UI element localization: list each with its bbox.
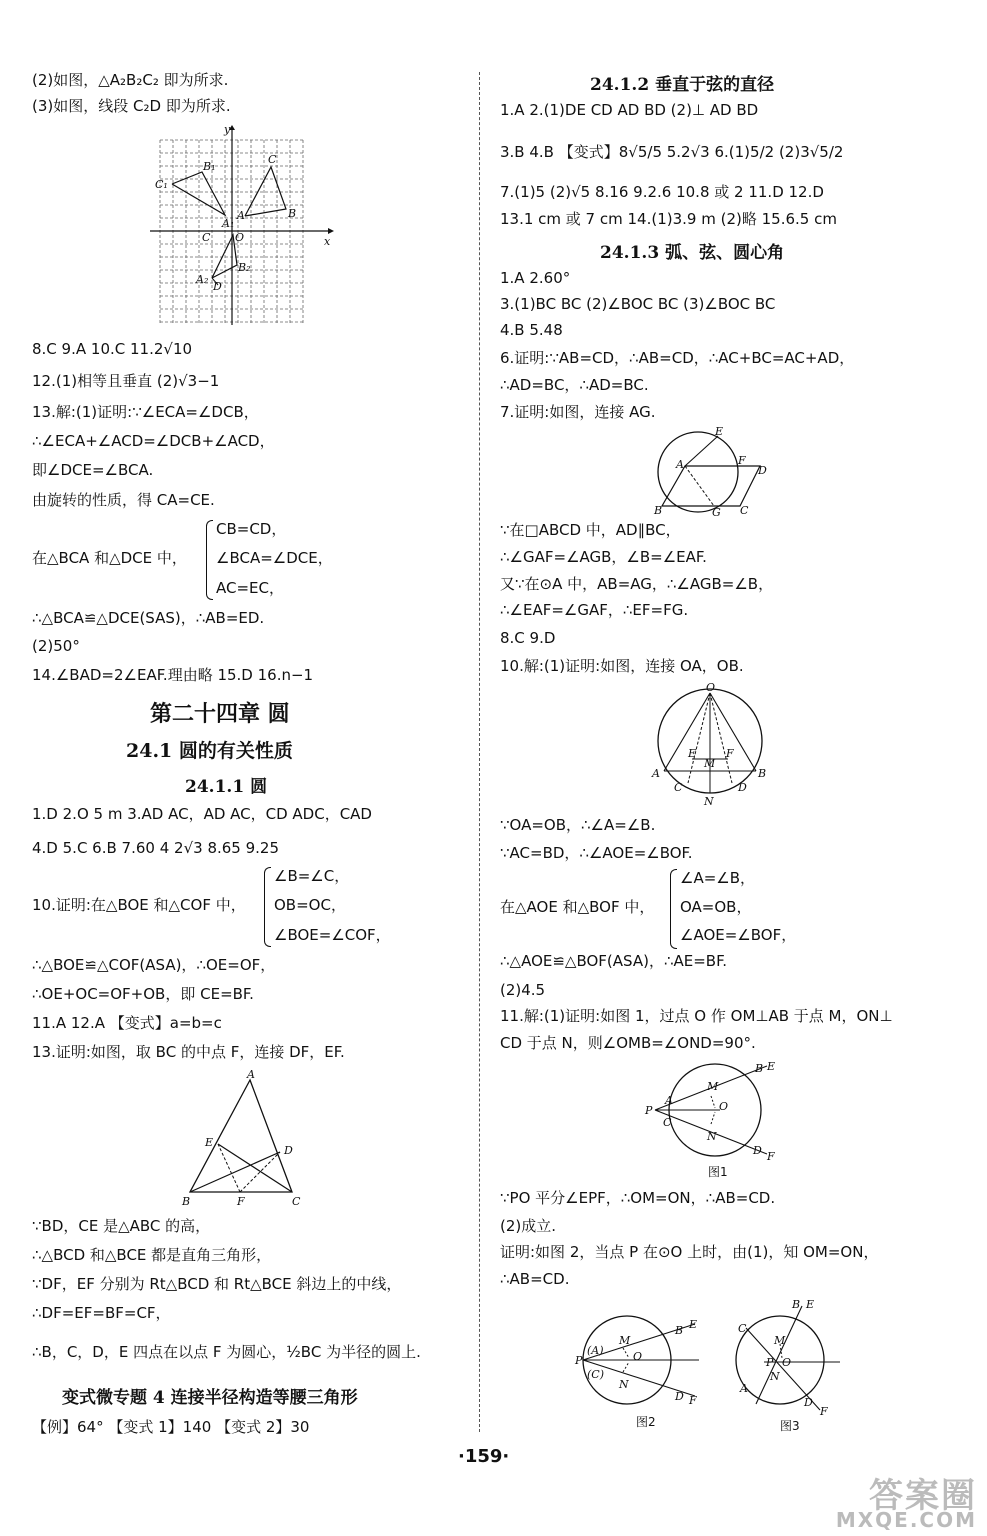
svg-text:D: D [758, 464, 767, 477]
svg-text:B: B [654, 504, 663, 517]
text-line: (2)50° [32, 637, 80, 655]
brace [206, 520, 213, 600]
system-line: ∠AOE=∠BOF， [680, 926, 797, 944]
text-line: ∴∠ECA+∠ACD=∠DCB+∠ACD， [32, 432, 275, 450]
brace [264, 867, 271, 947]
system-line: ∠BCA=∠DCE， [216, 549, 333, 567]
svg-text:E: E [767, 1060, 776, 1073]
text-line: 11.A 12.A 【变式】a=b=c [32, 1014, 222, 1032]
svg-text:D: D [753, 1144, 762, 1157]
text-line: 13.解:(1)证明:∵∠ECA=∠DCB， [32, 403, 259, 421]
brace [670, 869, 677, 949]
text-line: 6.证明:∵AB=CD，∴AB=CD，∴AC+BC=AC+AD， [500, 349, 855, 367]
text-line: ∵OA=OB，∴∠A=∠B. [500, 816, 656, 834]
svg-text:D: D [804, 1396, 813, 1409]
text-line: 14.∠BAD=2∠EAF.理由略 15.D 16.n−1 [32, 666, 314, 684]
svg-text:M: M [619, 1334, 631, 1347]
circle-oab-figure [650, 681, 770, 808]
svg-text:N: N [770, 1370, 780, 1383]
svg-text:A: A [665, 1094, 673, 1107]
text-line: (2)如图，△A₂B₂C₂ 即为所求. [32, 71, 229, 89]
watermark: 答案圈 [869, 1476, 977, 1516]
system-line: AC=EC， [216, 579, 284, 597]
column-divider [479, 72, 480, 1432]
text-line: 1.A 2.60° [500, 269, 571, 287]
svg-text:B: B [288, 207, 297, 220]
svg-text:F: F [726, 747, 734, 760]
svg-text:C: C [740, 504, 749, 517]
system-line: ∠B=∠C， [274, 867, 350, 885]
svg-text:C: C [738, 1322, 747, 1335]
svg-text:x: x [324, 235, 331, 248]
svg-text:(A): (A) [587, 1344, 604, 1357]
triangle-figure [180, 1070, 310, 1210]
text-line: ∴∠EAF=∠GAF，∴EF=FG. [500, 601, 689, 619]
text-line: ∴OE+OC=OF+OB，即 CE=BF. [32, 985, 254, 1003]
svg-text:P: P [645, 1104, 653, 1117]
svg-text:E: E [205, 1136, 214, 1149]
svg-text:C₁: C₁ [155, 178, 168, 191]
svg-text:A: A [740, 1382, 748, 1395]
svg-text:B: B [182, 1195, 191, 1208]
text-line: ∴∠GAF=∠AGB，∠B=∠EAF. [500, 548, 707, 566]
text-line: 由旋转的性质，得 CA=CE. [32, 491, 215, 509]
text-line: ∴△BCA≌△DCE(SAS)，∴AB=ED. [32, 609, 265, 627]
text-line: ∴△BCD 和△BCE 都是直角三角形， [32, 1246, 272, 1264]
text-line: 8.C 9.A 10.C 11.2√10 [32, 340, 193, 358]
svg-text:N: N [704, 795, 714, 808]
svg-text:D: D [284, 1144, 293, 1157]
svg-text:F: F [820, 1405, 828, 1418]
svg-text:E: E [806, 1298, 815, 1311]
text-line: ∵在□ABCD 中，AD∥BC， [500, 521, 681, 539]
svg-text:E: E [689, 1318, 698, 1331]
svg-text:B₂: B₂ [238, 261, 251, 274]
text-line: 10.解:(1)证明:如图，连接 OA，OB. [500, 657, 744, 675]
svg-text:A: A [237, 209, 245, 222]
svg-text:C: C [663, 1116, 672, 1129]
svg-text:B: B [755, 1062, 764, 1075]
system-line: OA=OB， [680, 898, 752, 916]
svg-text:B: B [758, 767, 767, 780]
svg-text:O: O [782, 1356, 792, 1369]
figure-caption: 图2 [636, 1415, 656, 1429]
svg-text:O: O [719, 1100, 729, 1113]
text-line: ∵AC=BD，∴∠AOE=∠BOF. [500, 844, 693, 862]
svg-text:F: F [767, 1150, 775, 1163]
watermark-url: MXQE.COM [835, 1508, 977, 1532]
text-line: (3)如图，线段 C₂D 即为所求. [32, 97, 231, 115]
svg-text:D: D [675, 1390, 684, 1403]
circle-parallelogram-figure [650, 425, 770, 519]
system-line: OB=OC， [274, 896, 346, 914]
svg-text:A₂: A₂ [196, 273, 209, 286]
text-line: 又∵在⊙A 中，AB=AG，∴∠AGB=∠B， [500, 575, 774, 593]
svg-text:B: B [675, 1324, 684, 1337]
svg-text:C: C [268, 153, 277, 166]
svg-text:F: F [237, 1195, 245, 1208]
text-line: 【例】64° 【变式 1】140 【变式 2】30 [32, 1418, 310, 1436]
svg-text:C: C [202, 231, 211, 244]
text-line: 13.1 cm 或 7 cm 14.(1)3.9 m (2)略 15.6.5 cm [500, 210, 837, 228]
svg-text:P: P [575, 1354, 583, 1367]
text-line: 3.B 4.B 【变式】8√5/5 5.2√3 6.(1)5/2 (2)3√5/2 [500, 143, 844, 161]
figure-3 [730, 1298, 850, 1418]
text-line: ∵BD，CE 是△ABC 的高， [32, 1217, 211, 1235]
svg-text:E: E [715, 425, 724, 438]
svg-text:A: A [247, 1068, 255, 1081]
text-line: 在△BCA 和△DCE 中， [32, 549, 187, 567]
svg-text:M: M [704, 757, 716, 770]
svg-text:A: A [676, 458, 684, 471]
figure-2 [575, 1310, 705, 1410]
text-line: 4.B 5.48 [500, 321, 563, 339]
svg-text:O: O [633, 1350, 643, 1363]
text-line: 证明:如图 2，当点 P 在⊙O 上时，由(1)，知 OM=ON， [500, 1243, 879, 1261]
text-line: 1.A 2.(1)DE CD AD BD (2)⊥ AD BD [500, 101, 759, 119]
svg-text:F: F [738, 454, 746, 467]
text-line: ∴AB=CD. [500, 1270, 570, 1288]
svg-text:F: F [689, 1394, 697, 1407]
section-title: 24.1 圆的有关性质 [126, 740, 293, 762]
text-line: 8.C 9.D [500, 629, 556, 647]
figure-caption: 图1 [708, 1165, 728, 1179]
text-line: (2)4.5 [500, 981, 546, 999]
text-line: 在△AOE 和△BOF 中， [500, 898, 655, 916]
svg-text:A₁: A₁ [222, 217, 235, 230]
subsection-title: 24.1.2 垂直于弦的直径 [590, 75, 775, 95]
text-line: 3.(1)BC BC (2)∠BOC BC (3)∠BOC BC [500, 295, 776, 313]
text-line: (2)成立. [500, 1217, 557, 1235]
svg-text:O: O [706, 681, 716, 694]
text-line: ∵PO 平分∠EPF，∴OM=ON，∴AB=CD. [500, 1189, 776, 1207]
chapter-title: 第二十四章 圆 [150, 701, 290, 727]
text-line: ∴△AOE≌△BOF(ASA)，∴AE=BF. [500, 952, 728, 970]
svg-text:E: E [688, 747, 697, 760]
text-line: 12.(1)相等且垂直 (2)√3−1 [32, 372, 220, 390]
system-line: ∠A=∠B， [680, 869, 756, 887]
text-line: 10.证明:在△BOE 和△COF 中， [32, 896, 246, 914]
svg-text:N: N [707, 1130, 717, 1143]
text-line: 4.D 5.C 6.B 7.60 4 2√3 8.65 9.25 [32, 839, 280, 857]
svg-text:A: A [652, 767, 660, 780]
figure-caption: 图3 [780, 1419, 800, 1433]
subsection-title: 24.1.3 弧、弦、圆心角 [600, 243, 785, 263]
text-line: 13.证明:如图，取 BC 的中点 F，连接 DF，EF. [32, 1043, 345, 1061]
svg-text:D: D [738, 781, 747, 794]
text-line: 11.解:(1)证明:如图 1，过点 O 作 OM⊥AB 于点 M，ON⊥ [500, 1007, 893, 1025]
svg-text:M: M [774, 1334, 786, 1347]
system-line: CB=CD， [216, 520, 287, 538]
system-line: ∠BOE=∠COF， [274, 926, 391, 944]
text-line: 7.(1)5 (2)√5 8.16 9.2.6 10.8 或 2 11.D 12.D [500, 183, 824, 201]
subsection-title: 24.1.1 圆 [185, 777, 268, 797]
svg-text:N: N [619, 1378, 629, 1391]
page-number: ·159· [458, 1446, 510, 1467]
text-line: ∵DF，EF 分别为 Rt△BCD 和 Rt△BCE 斜边上的中线， [32, 1275, 402, 1293]
svg-text:C: C [292, 1195, 301, 1208]
topic-title: 变式微专题 4 连接半径构造等腰三角形 [62, 1388, 358, 1408]
svg-text:C: C [674, 781, 683, 794]
svg-text:M: M [707, 1080, 719, 1093]
figure-1 [645, 1060, 785, 1163]
svg-text:(C): (C) [587, 1368, 604, 1381]
text-line: ∴B，C，D，E 四点在以点 F 为圆心，½BC 为半径的圆上. [32, 1343, 421, 1361]
text-line: ∴△BOE≌△COF(ASA)，∴OE=OF， [32, 956, 276, 974]
svg-text:y: y [224, 123, 231, 136]
svg-text:O: O [235, 231, 245, 244]
svg-text:B₁: B₁ [203, 160, 216, 173]
text-line: 7.证明:如图，连接 AG. [500, 403, 656, 421]
text-line: CD 于点 N，则∠OMB=∠OND=90°. [500, 1034, 756, 1052]
text-line: 1.D 2.O 5 m 3.AD AC，AD AC，CD ADC，CAD [32, 805, 372, 823]
svg-text:B: B [792, 1298, 801, 1311]
svg-text:D: D [213, 280, 222, 293]
text-line: ∴AD=BC，∴AD=BC. [500, 376, 649, 394]
svg-text:G: G [712, 506, 721, 519]
coordinate-grid-figure [150, 125, 340, 330]
text-line: 即∠DCE=∠BCA. [32, 461, 154, 479]
text-line: ∴DF=EF=BF=CF， [32, 1304, 171, 1322]
svg-text:P: P [766, 1356, 774, 1369]
